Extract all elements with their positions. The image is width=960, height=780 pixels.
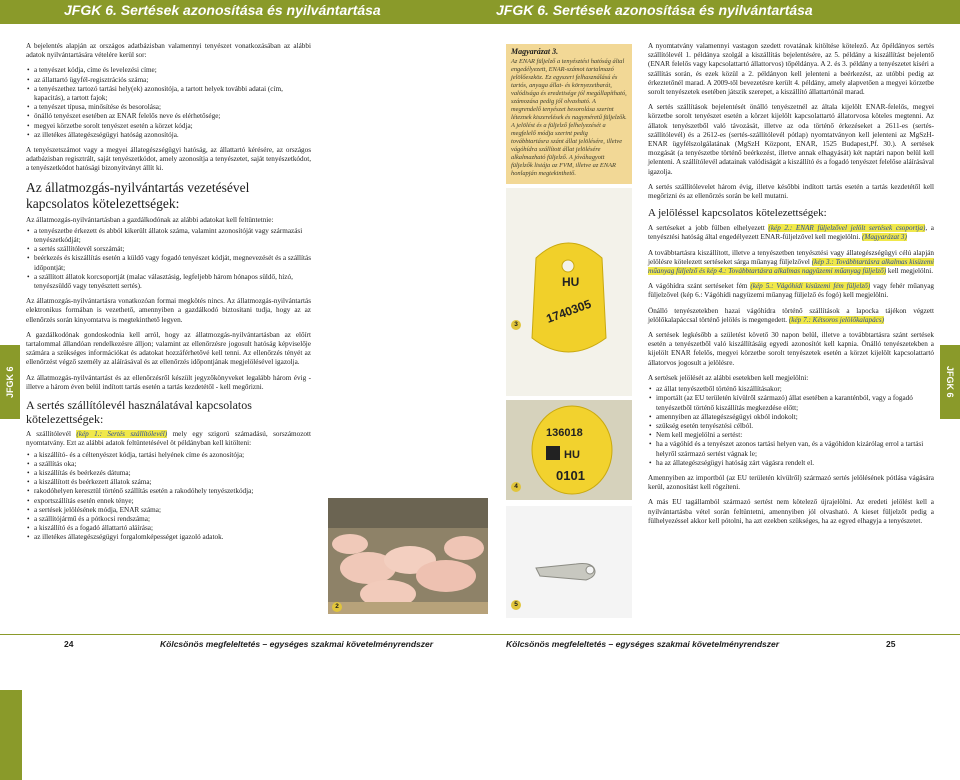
figure-number-4: 4	[511, 482, 521, 492]
section-heading-mozgas: Az állatmozgás-nyilvántartás vezetésével kapcsolatos kötelezettségek:	[26, 179, 250, 211]
jeloles-paragraph-3: A vágóhídra szánt sertéseket fém (kép 5.: Vágóhídi kisüzemi fém füljelző) vagy fehér műanyag füljelzővel (kép 6.: Vágóhídi nagyüzemi műanyag füljelző és fogó) kell megjelölni.	[648, 282, 935, 300]
figure-number-2: 2	[332, 602, 342, 612]
jeloles-paragraph-8: A más EU tagállamból származó sertést nem kötelező újrajelölni. Az eredeti jelölést kell a nyilvántartásba vétel során feltüntetni, amennyiben jól olvasható. A kieset füljelzőt pedig a fülhelyezéssel akkor kell pótolni, ha azt ezekben szükséges, ha az egyed elhagyja a tenyészetet.	[648, 498, 934, 525]
mozgas-paragraph-2: Az állatmozgás-nyilvántartásra vonatkozóan formai megkötés nincs. Az állatmozgás-nyilvántartás elektronikus formában is vezethető, amennyiben a gazdálkodó biztosítani tudja, hogy az az ellenőrzés során kinyomtatva is megtekinthető legyen.	[26, 297, 311, 324]
list-item: • Nem kell megjelölni a sertést:	[648, 431, 934, 440]
szallito-intro: A szállítólevél (kép 1.: Sertés szállítólevél) mely egy szigorú számadású, sorszámozott nyomtatvány. Ezt az alábbi adatok feltüntetésével öt példányban kell kitölteni:	[26, 430, 312, 448]
list-item: • a tenyészet kódja, címe és levelezési címe;	[26, 66, 311, 75]
chapter-label-left	[0, 696, 20, 770]
right-paragraph-1: A nyomtatvány valamennyi vastagon szedett rovatának kitöltése kötelező. Az őpéldányos sertés szállítólevél 1. példánya szolgál a kiszállítás bejelentésére, az 5. példány a kiszállítást bejelentő (ENAR felelős vagy kapcsolattartó állattorvos) tőpéldánya. A 2. és 3. példány a tenyészetet kíséri a szállítás során, és ezek közül a 2. példányon kell jelenteni a beérkezést, az utóbbi pedig az érkeztetőnél marad. A 2009-től bevezetésre került 4. példány, amely alapvetően a megyei körzetbe sorolt tenyészetek esetében játszik szerepet, a kiszállító állattartónál marad.	[648, 42, 934, 97]
list-item: • beérkezés és kiszállítás esetén a küldő vagy fogadó tenyészet kódját, megnevezését és a szállítás időpontját;	[26, 254, 311, 272]
figure-ref-1: (kép 1.: Sertés szállítólevél)	[76, 430, 168, 439]
note-title: Magyarázat 3.	[511, 47, 559, 56]
jeloles-paragraph-7: Amennyiben az importból (az EU területén kívülről) származó sertés jelölésének pótlása vágására kerül, azonosítást kell rögzíteni.	[648, 473, 934, 492]
list-item: • a sertés szállítólevél sorszámát;	[26, 245, 311, 254]
svg-text:136018: 136018	[546, 427, 583, 439]
mozgas-paragraph-4: Az állatmozgás-nyilvántartást és az ellenőrzésről készült jegyzőkönyveket legalább három évig - illetve a három éven belül indított tartás esetén a tartás kezdetétől - kell megőrizni.	[26, 373, 311, 391]
list-item: • amennyiben az állategészségügyi okból indokolt;	[648, 413, 934, 422]
list-item: • a kiszállítás és beérkezés dátuma;	[26, 469, 311, 478]
ear-tag-photo-large	[506, 400, 632, 500]
szallito-list	[26, 451, 311, 543]
svg-text:0101: 0101	[556, 468, 585, 483]
section-heading-szallito: A sertés szállítólevél használatával kapcsolatos kötelezettségek:	[26, 398, 252, 427]
list-item: • az állattartó ügyfél-regisztrációs száma;	[26, 76, 311, 85]
right-text-column	[648, 42, 934, 532]
page-header	[0, 0, 960, 24]
figure-ref-7: (kép 7.: Kétsoros jelölőkalapács)	[788, 315, 885, 324]
large-ear-tag-illustration	[506, 400, 632, 500]
figure-ref-3-4: (kép 3.: Továbbtartásra alkalmas kisüzemi műanyag füljelző és kép 4.: Továbbtartásra alkalmas nagyüzemi műanyag füljelző)	[648, 257, 935, 276]
right-paragraph-2: A sertés szállítások bejelentését önálló tenyészetnél az általa kijelölt ENAR-felelős, megyei körzetbe sorolt tenyészet esetén a körzet kijelölt kapcsolattartó állatorvosa köteles megtenni. Az állatok tenyészetből való távozását, illetve az oda történő érkezéseket a 2611-es (sertés-szállítólevél) és a 2612-es (sertés-szállítólevél pótlap) nyomtatványon kell jelenteni az MgSzH-ENAR ügyfélszolgálatának (MgSzH Központ, ENAR, 1525 Budapest,Pf. 30.). A sertések mozgását (a tenyészetbe történő beérkezést, illetve annak elhagyását) két naptári napon belül kell jelenteni. A szállítólevél adatainak valódiságát a kiszállító és a fogadó tenyészet felelőse aláírásával igazolja.	[648, 103, 934, 176]
jeloles-list	[648, 385, 934, 468]
list-item: • a kiszállító és a fogadó állattartó aláírása;	[26, 524, 311, 533]
tenyeszet-paragraph: A tenyészetszámot vagy a megyei állategészségügyi hatóság, az állattartó kérésére, az országos adatbázisban regisztrált, saját tenyészetkódot, amely azonosítja a tenyészetet, saját tenyészetkódot, a tenyészetkódot hatósági bizonyítványt állít ki.	[26, 146, 311, 173]
footer-text-right: Kölcsönös megfeleltetés – egységes szakmai követelményrendszer	[506, 639, 780, 649]
list-item: • a tenyészet típusa, minősítése és besorolása;	[26, 103, 311, 112]
pigs-photo	[328, 498, 488, 614]
page-footer	[0, 634, 960, 652]
header-title-left: JFGK 6. Sertések azonosítása és nyilvántartása	[64, 2, 381, 18]
chapter-tab-right-onscreen: JFGK 6	[940, 345, 960, 419]
list-item: • a tenyészethez tartozó tartási hely(ek) azonosítója, a tartott helyek további adatai (cím, kapacitás), a tartott fajok;	[26, 85, 311, 103]
mozgas-paragraph-3: A gazdálkodónak gondoskodnia kell arról, hogy az állatmozgás-nyilvántartásban az előírt tartalommal állandóan rendelkezésre álljon; valamint az ellenőrzésre jogosult hatóság képviselője számára a szükséges információkat és adatokat hozzáférhetővé kell tenni. Az ellenőrzés tényét az ellenőrzést végző személy az aláírásával és az ellenőrzés időpontjának megjelölésével igazolja.	[26, 330, 311, 367]
list-item: • szükség esetén tenyésztési célból.	[648, 422, 934, 431]
list-item: • ha a vágóhíd és a tenyészet azonos tartási helyen van, és a vágóhídon kizárólag errol a tartási helyről származó sertést vágnak le;	[648, 440, 934, 458]
mozgas-intro: Az állatmozgás-nyilvántartásban a gazdálkodónak az alábbi adatokat kell feltüntetnie:	[26, 215, 274, 224]
list-item: • az illetékes állategészségügyi forgalomképességet igazoló adatok.	[26, 533, 311, 542]
section-heading-jeloles: A jelöléssel kapcsolatos kötelezettségek:	[648, 207, 827, 220]
jeloles-paragraph-6: A sertések jelölését az alábbi esetekben kell megjelölni:	[648, 373, 809, 382]
mozgas-list	[26, 227, 311, 291]
list-item: • a kiszállító- és a céltenyészet kódja, tartási helyének címe és azonosítója;	[26, 451, 311, 460]
explanation-ref-3: (Magyarázat 3)	[861, 233, 907, 242]
note-text: Az ENAR füljelző a tenyésztési hatóság által engedélyezett, ENAR-számot tartalmazó jelölőeszköz. Ez egyszeri felhasználású és tartós, anyaga állat- és környezetbarát, valódisága és eredetisége jól megállapítható, számozása pedig jól olvasható. A megrendelő tenyészet besorolása szerint léteznek kiszerelések és nagyméretű füljelzők. A jelölést és a füljelző felhelyezését a megfelelő módja szerint pedig továbbtartásra szánt állat jelölésére, illetve vágóhídra szállított állat jelölésére alkalmazható füljelző. A jóváhagyott füljelzők listája az FVM, illetve az ENAR honlapján megtekinthető.	[511, 58, 627, 177]
list-item: • megyei körzetbe sorolt tenyészet esetén a körzet kódja;	[26, 122, 311, 131]
list-item: • a kiszállított és beérkezett állatok száma;	[26, 478, 311, 487]
page-number-right: 25	[886, 639, 896, 649]
svg-text:HU: HU	[562, 275, 580, 289]
list-item: • a szállítás oka;	[26, 460, 311, 469]
list-item: • a sertések jelölésének módja, ENAR száma;	[26, 506, 311, 515]
page-number-left: 24	[64, 639, 74, 649]
list-item: • a szállítójármű és a pótkocsi rendszáma;	[26, 515, 311, 524]
svg-text:HU: HU	[564, 449, 580, 461]
jeloles-paragraph-2: A továbbtartásra kiszállított, illetve a tenyészetben tenyésztési vagy állategészségügyi célú alapján jelölésre kötelezett sertéseket sárga műanyag füljelzővel (kép 3.: Továbbtartásra alkalmas kisüzemi műanyag füljelző és kép 4.: Továbbtartásra alkalmas nagyüzemi műanyag füljelző) kell megjelölni.	[648, 248, 935, 276]
figure-ref-5: (kép 5.: Vágóhídi kisüzemi fém füljelző)	[750, 282, 871, 291]
list-item: • a szállított állatok korcsoportját (malac választásig, legfeljebb három hónapos süldő, hízó, tenyészsüldő vagy tenyésztett sertés).	[26, 273, 311, 291]
list-item: • a tenyészetbe érkezett és abból kikerült állatok száma, valamint azonosítóját vagy származási tenyészetkódját;	[26, 227, 311, 245]
list-item: • exportszállítás esetén ennek ténye;	[26, 497, 311, 506]
list-item: • önálló tenyészet esetében az ENAR felelős neve és elérhetősége;	[26, 112, 311, 121]
list-item: • rakodóhelyen keresztül történő szállítás esetén a rakodóhely tenyészetkódja;	[26, 487, 311, 496]
explanation-note	[506, 44, 632, 184]
jeloles-paragraph-1: A sertéseket a jobb fülben elhelyezett (kép 2.: ENAR füljelzővel jelölt sertések csoportja), a tenyésztési hatóság által engedélyezett ENAR-füljelzővel kell megjelölni. (Magyarázat 3)	[648, 224, 934, 242]
list-item: • importált (az EU területén kívülről származó) állat esetében a karanténból, vagy a fogadó tenyészetből történő kiszállítás megkezdése előtt;	[648, 394, 934, 412]
footer-text-left: Kölcsönös megfeleltetés – egységes szakmai követelményrendszer	[160, 639, 434, 649]
metal-ear-tag-illustration	[506, 506, 632, 618]
list-item: • ha az állategészségügyi hatóság zárt vágásra rendelt el.	[648, 459, 934, 468]
left-text-column	[26, 42, 311, 549]
list-item: • az illetékes állategészségügyi hatóság azonosítója.	[26, 131, 311, 140]
right-paragraph-3: A sertés szállítólevelet három évig, illetve későbbi indított tartás esetén a tartás kezdetétől kell megőrizni és az ellenőrzés során be kell mutatni.	[648, 182, 934, 201]
intro-paragraph: A bejelentés alapján az országos adatbázisban valamennyi tenyészet vonatkozásában az alábbi adatok nyilvántartására vételére kerül sor:	[26, 42, 311, 60]
jeloles-paragraph-5: A sertések legkésőbb a születést követő 30 napon belül, illetve a továbbtartásra szánt sertések esetén a tenyészetből való kiszállításáig egyedi azonosítót kell kapnia. Önálló tenyészetekben a kijelölt ENAR felelős, megyei körzetbe sorolt tenyészetek esetén a körzet kijelölt kapcsolattartó állatorvos jogosult a jelölésre.	[648, 331, 934, 367]
jeloles-paragraph-4: Önálló tenyészetekben hazai vágóhídra történő szállítások a lapocka tájékon végzett jelölőkalapáccsal történő jelölés is megengedett. (kép 7.: Kétsoros jelölőkalapács)	[648, 306, 934, 324]
intro-list	[26, 66, 311, 140]
svg-text:1740305: 1740305	[544, 296, 593, 326]
figure-ref-2: (kép 2.: ENAR füljelzővel jelölt sertések csoportja)	[768, 224, 926, 233]
figure-number-5: 5	[511, 600, 521, 610]
yellow-ear-tag-illustration	[506, 188, 632, 396]
ear-tag-photo-small	[506, 188, 632, 396]
header-title-right: JFGK 6. Sertések azonosítása és nyilvántartása	[496, 2, 813, 18]
metal-ear-tag-photo	[506, 506, 632, 618]
figure-number-3: 3	[511, 320, 521, 330]
chapter-tab-left-onscreen: JFGK 6	[0, 345, 20, 419]
pigs-illustration	[328, 498, 488, 614]
list-item: • az állat tenyészetből történő kiszállításakor;	[648, 385, 934, 394]
